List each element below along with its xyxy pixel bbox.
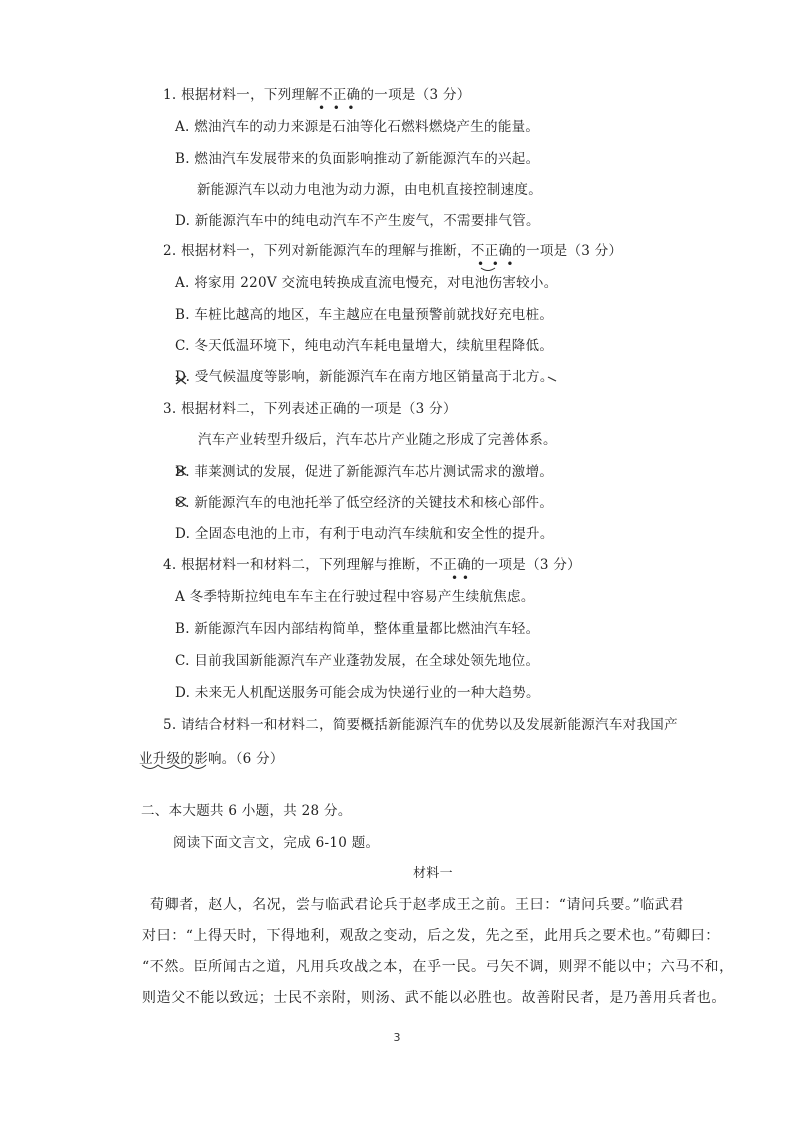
emphasis-dots: • • • bbox=[318, 101, 355, 115]
q4-option-c: C. 目前我国新能源汽车产业蓬勃发展，在全球处领先地位。 bbox=[175, 653, 540, 669]
q5-line2: 业升级的影响。（6 分） bbox=[139, 751, 284, 767]
q3-option-a: 汽车产业转型升级后，汽车芯片产业随之形成了完善体系。 bbox=[198, 432, 557, 448]
tick-mark bbox=[548, 377, 556, 381]
q3-option-b: B. 菲莱测试的发展，促进了新能源汽车芯片测试需求的激增。 bbox=[175, 464, 554, 480]
material-title: 材料一 bbox=[413, 866, 453, 881]
cross-mark bbox=[176, 376, 186, 384]
q2-option-b: B. 车桩比越高的地区，车主越应在电量预警前就找好充电桩。 bbox=[175, 307, 554, 323]
q4-stem: 4. 根据材料一和材料二，下列理解与推断，不正确的一项是（3 分） bbox=[163, 557, 581, 573]
q1-option-d: D. 新能源汽车中的纯电动汽车不产生废气，不需要排气管。 bbox=[175, 213, 540, 229]
q1-option-b: B. 燃油汽车发展带来的负面影响推动了新能源汽车的兴起。 bbox=[175, 151, 540, 167]
page-number: 3 bbox=[393, 1031, 401, 1044]
emphasis-dots: • • bbox=[451, 571, 469, 585]
q1-stem: 1. 根据材料一，下列理解不正确的一项是（3 分） bbox=[163, 87, 471, 103]
q3-option-d: D. 全固态电池的上市，有利于电动汽车续航和安全性的提升。 bbox=[175, 526, 554, 542]
q2-option-c: C. 冬天低温环境下，纯电动汽车耗电量增大，续航里程降低。 bbox=[175, 338, 554, 354]
q2-option-a: A. 将家用 220V 交流电转换成直流电慢充，对电池伤害较小。 bbox=[175, 275, 558, 291]
classical-text-line: 荀卿者，赵人，名况，尝与临武君论兵于赵孝成王之前。王曰：“请问兵要。”临武君 bbox=[150, 897, 685, 913]
cross-mark bbox=[176, 467, 186, 475]
q1-option-a: A. 燃油汽车的动力来源是石油等化石燃料燃烧产生的能量。 bbox=[175, 119, 540, 135]
classical-text-line: “不然。臣所闻古之道，凡用兵攻战之本，在乎一民。弓矢不调，则羿不能以中；六马不和， bbox=[142, 959, 734, 975]
q4-option-d: D. 未来无人机配送服务可能会成为快递行业的一种大趋势。 bbox=[175, 685, 540, 701]
section2-heading: 二、本大题共 6 小题，共 28 分。 bbox=[141, 803, 352, 819]
arc-mark bbox=[481, 268, 495, 271]
q5-line1: 5. 请结合材料一和材料二，简要概括新能源汽车的优势以及发展新能源汽车对我国产 bbox=[163, 717, 678, 733]
wavy-underline bbox=[142, 765, 206, 769]
classical-text-line: 则造父不能以致远；士民不亲附，则汤、武不能以必胜也。故善附民者，是乃善用兵者也。 bbox=[142, 990, 726, 1006]
q3-stem: 3. 根据材料二，下列表述正确的一项是（3 分） bbox=[163, 401, 457, 417]
q4-option-a: A 冬季特斯拉纯电车车主在行驶过程中容易产生续航焦虑。 bbox=[175, 589, 535, 605]
emphasis-dots: • • • bbox=[477, 257, 514, 271]
q1-option-c: 新能源汽车以动力电池为动力源，由电机直接控制速度。 bbox=[197, 182, 542, 198]
q2-stem: 2. 根据材料一，下列对新能源汽车的理解与推断，不正确的一项是（3 分） bbox=[163, 243, 623, 259]
cross-mark bbox=[176, 498, 186, 506]
classical-text-line: 对曰：“上得天时，下得地利，观敌之变动，后之发，先之至，此用兵之要术也。”荀卿曰： bbox=[142, 928, 720, 944]
q4-option-b: B. 新能源汽车因内部结构简单，整体重量都比燃油汽车轻。 bbox=[175, 621, 540, 637]
section2-instruction: 阅读下面文言文，完成 6-10 题。 bbox=[173, 835, 380, 851]
q3-option-c: C. 新能源汽车的电池托举了低空经济的关键技术和核心部件。 bbox=[175, 495, 554, 511]
q2-option-d: D. 受气候温度等影响，新能源汽车在南方地区销量高于北方。 bbox=[175, 369, 554, 385]
